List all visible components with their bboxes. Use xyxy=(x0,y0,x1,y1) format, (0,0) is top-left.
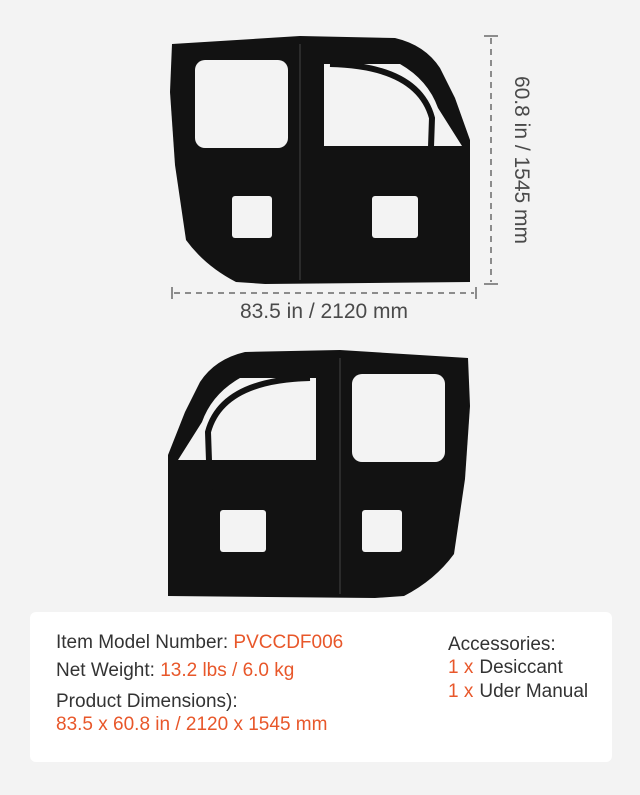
net-weight-value: 13.2 lbs / 6.0 kg xyxy=(160,660,295,681)
top-front-window xyxy=(195,60,288,148)
bottom-rear-vent xyxy=(362,510,402,552)
top-front-vent xyxy=(232,196,272,238)
product-dimensions-value: 83.5 x 60.8 in / 2120 x 1545 mm xyxy=(56,714,328,735)
accessory-name: Desiccant xyxy=(479,657,563,678)
bottom-front-vent xyxy=(220,510,266,552)
accessory-name: Uder Manual xyxy=(479,681,589,702)
top-rear-vent xyxy=(372,196,418,238)
width-dimension-line xyxy=(172,287,476,299)
spec-card xyxy=(30,612,612,762)
height-dimension-line xyxy=(484,36,498,284)
accessory-item xyxy=(448,681,588,703)
model-number-row xyxy=(56,632,343,654)
model-number-value: PVCCDF006 xyxy=(233,632,344,653)
accessory-qty: 1 x xyxy=(448,681,474,702)
product-dimensions-label: Product Dimensions): xyxy=(56,691,238,712)
accessory-item xyxy=(448,657,563,679)
height-dimension-label-wrap xyxy=(507,36,535,284)
bottom-door-set xyxy=(168,350,470,598)
height-dimension-label: 60.8 in / 1545 mm xyxy=(510,75,533,245)
top-door-set xyxy=(170,36,470,284)
accessories-title: Accessories: xyxy=(448,634,556,655)
net-weight-label: Net Weight: xyxy=(56,660,161,681)
model-number-label: Item Model Number: xyxy=(56,632,234,653)
accessory-qty: 1 x xyxy=(448,657,474,678)
width-dimension-label: 83.5 in / 2120 mm xyxy=(239,300,409,323)
net-weight-row xyxy=(56,660,294,682)
bottom-rear-window xyxy=(352,374,445,462)
